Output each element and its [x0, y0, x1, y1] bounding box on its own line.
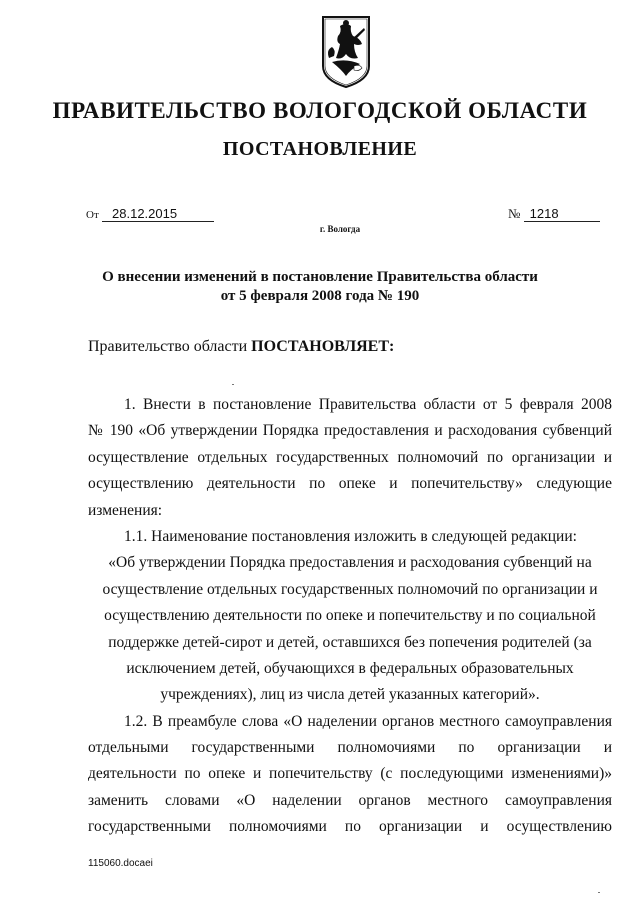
subject-line: О внесении изменений в постановление Правительства области: [102, 269, 538, 285]
scan-speck: [232, 384, 234, 385]
document-number: 1218: [524, 206, 600, 222]
body-line: «Об утверждении Порядка предоставления и расходования субвенций на: [108, 554, 592, 572]
subject-line: от 5 февраля 2008 года № 190: [220, 288, 420, 304]
preamble: [88, 338, 394, 356]
body-line: № 190 «Об утверждении Порядка предоставления и расходования субвенций: [88, 422, 612, 440]
body-line: осуществлению деятельности по опеке и попечительству и по социальной: [104, 607, 596, 625]
document-date: 28.12.2015: [102, 206, 214, 222]
body-line: заменить словами «О наделении органов местного самоуправления: [88, 791, 612, 809]
body-line: изменения:: [88, 501, 163, 519]
body-line: осуществление отдельных государственных полномочий по организации и: [88, 448, 612, 466]
number-label: №: [508, 206, 521, 221]
body-line: учреждениях), лиц из числа детей указанных категорий».: [160, 686, 540, 704]
coat-of-arms-emblem-icon: [320, 14, 372, 90]
body-line: 1. Внести в постановление Правительства области от 5 февраля 2008: [124, 396, 612, 413]
date-row: [86, 206, 214, 222]
document-type-title: ПОСТАНОВЛЕНИЕ: [222, 138, 418, 160]
document-body: [88, 392, 612, 841]
document-subject: [0, 268, 640, 306]
body-line: осуществление отдельных государственных полномочий по организации и: [102, 580, 598, 598]
body-line: поддержке детей-сирот и детей, оставшихся без попечения родителей (за: [108, 633, 592, 651]
preamble-bold: ПОСТАНОВЛЯЕТ:: [251, 338, 395, 355]
body-line: 1.2. В преамбуле слова «О наделении органов местного самоуправления: [124, 712, 612, 730]
body-line: государственными полномочиями по организации и осуществлению: [88, 818, 612, 836]
city-label: г. Вологда: [319, 224, 361, 234]
body-line: деятельности по опеке и попечительству (с последующими изменениями)»: [88, 765, 612, 783]
preamble-text: Правительство области: [88, 338, 252, 355]
scan-speck: [598, 892, 600, 893]
body-line: осуществлению деятельности по опеке и попечительству» следующие: [88, 475, 612, 493]
body-line: 1.1. Наименование постановления изложить в следующей редакции:: [124, 527, 577, 545]
file-code: 115060.docaei: [88, 858, 153, 869]
government-title: ПРАВИТЕЛЬСТВО ВОЛОГОДСКОЙ ОБЛАСТИ: [52, 98, 588, 123]
date-label: От: [86, 209, 99, 221]
body-line: исключением детей, обучающихся в федеральных образовательных: [126, 659, 574, 677]
body-line: отдельными государственными полномочиями по организации и: [88, 739, 612, 757]
number-row: [508, 206, 600, 222]
